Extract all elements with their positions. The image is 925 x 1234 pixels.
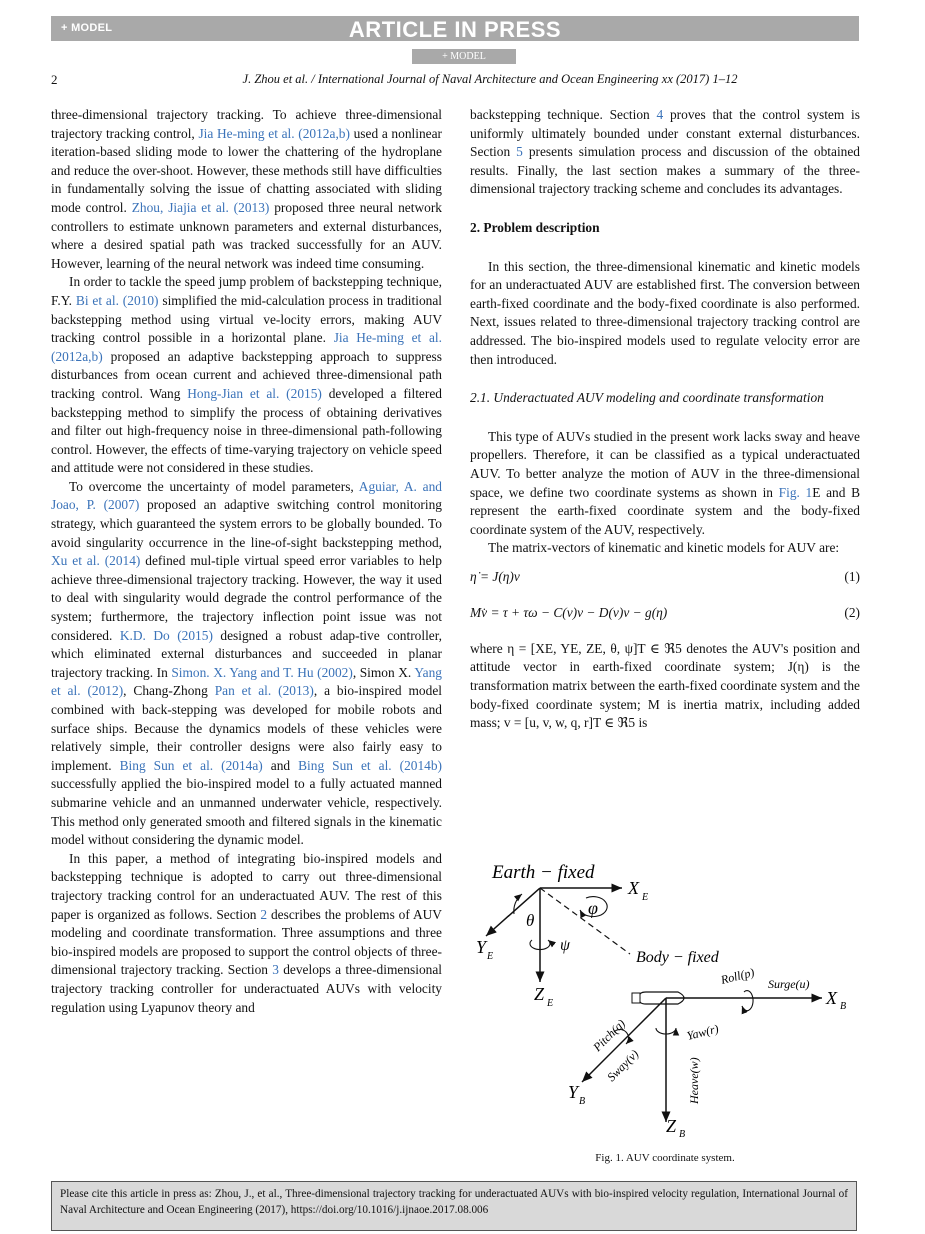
text: To overcome the uncertainty of model parameters, [69, 478, 359, 494]
subsection-heading: 2.1. Underactuated AUV modeling and coordinate transformation [470, 390, 824, 406]
roll-label: Roll(p) [719, 965, 756, 987]
surge-label: Surge(u) [768, 977, 810, 991]
text: three-dimensional trajectory tracking. To achieve three-dimensional trajectory tracking control, [51, 107, 442, 141]
paragraph [51, 478, 442, 850]
running-head: J. Zhou et al. / International Journal of Naval Architecture and Ocean Engineering xx (2017) 1–12 [242, 72, 738, 86]
right-column [470, 106, 860, 733]
figure-caption: Fig. 1. AUV coordinate system. [595, 1152, 735, 1164]
section-link[interactable]: 4 [656, 107, 664, 122]
zb-subscript: B [679, 1129, 686, 1140]
xe-label: X [628, 878, 639, 898]
text: , Chang-Zhong [123, 683, 215, 699]
text: This type of AUVs studied in the present work lacks sway and heave propellers. Therefore, it can be classified as a typical underactuated AUV. To better analyze the motion of AUV in the three-dimensional space, we define two coordinate systems as shown in [470, 428, 860, 500]
page-number: 2 [51, 72, 58, 87]
text: backstepping technique. Section [470, 107, 657, 122]
equation-2 [470, 604, 860, 624]
sway-label: Sway(v) [604, 1046, 642, 1085]
dashed-link [540, 888, 630, 954]
reference-link[interactable]: K.D. Do (2015) [119, 627, 213, 643]
roll-rotation-arrow [742, 991, 753, 1011]
xe-subscript: E [642, 892, 649, 903]
article-in-press-label: ARTICLE IN PRESS [348, 17, 562, 42]
text: successfully applied the bio-inspired model to a fully actuated manned submarine vehicle and an unmanned underwater vehicle, respectively. This method only generated smooth and filtered signals in the kinematic model without considering the dynamic model. [51, 776, 442, 848]
left-column [51, 106, 442, 1017]
ze-subscript: E [547, 998, 554, 1009]
text: E and B represent the earth-fixed coordinate system and the body-fixed coordinate system of the AUV, respectively. [470, 484, 861, 537]
pitch-label: Pitch(q) [590, 1016, 628, 1055]
paragraph: The matrix-vectors of kinematic and kinetic models for AUV are: [488, 540, 840, 556]
paragraph [51, 273, 442, 478]
text: defined mul-tiple virtual speed error variables to help achieve three-dimensional trajectory tracking. However, the way it used to deal with singularity would degrade the control performance of the system; furthermore, the trajectory inflection point issue was not considered. [51, 553, 442, 643]
equation-number: (1) [844, 568, 860, 584]
psi-label: ψ [560, 937, 570, 954]
paragraph [470, 106, 860, 199]
reference-link[interactable]: Aguiar, A. and Joao, P. (2007) [51, 478, 442, 513]
reference-link[interactable]: Bing Sun et al. (2014a) [119, 757, 263, 773]
earth-fixed-label: Earth − fixed [492, 862, 595, 883]
body-fixed-frame [568, 949, 846, 1140]
section-link[interactable]: 2 [260, 906, 268, 922]
zb-label: Z [666, 1116, 677, 1136]
reference-link[interactable]: Pan et al. (2013) [214, 683, 314, 699]
xb-subscript: B [840, 1001, 847, 1012]
paragraph: where η = [XE, YE, ZE, θ, ψ]T ∈ ℜ5 denotes the AUV's position and attitude vector in earth-fixed coordinate system; J(η) is the transformation matrix between the earth-fixed coordinate system and the body-fixed coordinate system; M is inertia matrix, including added mass; v = [u, v, w, q, r]T ∈ ℜ5 is [470, 640, 860, 731]
reference-link[interactable]: Zhou, Jiajia et al. (2013) [131, 199, 270, 215]
reference-link[interactable]: Yang et al. (2012) [51, 664, 442, 699]
phi-label: φ [588, 898, 598, 918]
equation-1 [470, 568, 860, 588]
section-heading: 2. Problem description [470, 219, 600, 235]
text: proposed three neural network controllers to estimate unknown parameters and external disturbances, where a desired spatial path was tracked successfully for an AUV. However, learning of the neural network was indeed time consuming. [51, 199, 442, 271]
paragraph [51, 106, 442, 273]
reference-link[interactable]: Jia He-ming et al. (2012a,b) [198, 125, 350, 141]
equation-number: (2) [844, 604, 860, 620]
body-fixed-label: Body − fixed [636, 949, 719, 966]
text: used a nonlinear iteration-based sliding mode to lower the chattering of the hydroplane and reduce the over-shoot. However, these methods still have difficulties in fundamentally solving the issue of chatting associated with sliding mode control. [51, 125, 442, 215]
theta-label: θ [526, 911, 535, 930]
yb-label: Y [568, 1082, 579, 1102]
ye-subscript: E [487, 951, 494, 962]
text: In this paper, a method of integrating bio-inspired models and backstepping technique is adopted to carry out three-dimensional trajectory tracking control for an underactuated AUV. The rest of this paper is organized as follows. Section [51, 850, 442, 922]
section-link[interactable]: 5 [516, 144, 523, 160]
yb-subscript: B [579, 1096, 586, 1107]
yaw-label: Yaw(r) [685, 1021, 721, 1043]
reference-link[interactable]: Bing Sun et al. (2014b) [298, 757, 443, 773]
article-banner [51, 16, 859, 41]
text: describes the problems of AUV modeling and coordinate transformation. Three assumptions and three bio-inspired models are proposed to support the control objects of three-dimensional trajectory tracking. Section [51, 906, 442, 978]
reference-link[interactable]: Hong-Jian et al. (2015) [187, 385, 322, 401]
text: develops a three-dimensional trajectory tracking controller for underactuated AUVs with velocity regulation using Lyapunov theory and [51, 962, 442, 1015]
text: presents simulation process and discussion of the obtained results. Finally, the last section makes a summary of the three-dimensional trajectory tracking scheme and concludes its advantages. [470, 144, 860, 197]
reference-link[interactable]: Bi et al. (2010) [75, 292, 159, 308]
figure-link[interactable]: Fig. 1 [778, 484, 813, 500]
text: , a bio-inspired model combined with back-stepping was developed for mobile robots and surface ships. Because the dynamics models of these vehicles were relatively simple, their controller designs were also fairly easy to implement. [51, 683, 442, 773]
section-link[interactable]: 3 [272, 962, 279, 978]
model-tag: + MODEL [61, 22, 113, 34]
auv-coordinate-figure [470, 856, 860, 1146]
ye-label: Y [476, 937, 487, 957]
equation-body: Mv̇ = τ + τω − C(v)v − D(v)v − g(η) [470, 604, 668, 620]
text: In order to tackle the speed jump problem of backstepping technique, F.Y. [51, 274, 442, 308]
auv-propeller [632, 993, 640, 1003]
paragraph: In this section, the three-dimensional kinematic and kinetic models for an underactuated AUV are established first. The conversion between earth-fixed coordinate and the body-fixed coordinate is also performed. Next, issues related to three-dimensional trajectory tracking control are addressed. The bio-inspired models used to regulate velocity error are then introduced. [470, 258, 860, 367]
text: developed a filtered backstepping method to simplify the process of obtaining derivatives and filter out high-frequency noise in three-dimensional path-following control. However, the effects of time-varying trajectory on vehicle speed and attitude were not considered in these studies. [51, 385, 442, 476]
heave-label: Heave(w) [687, 1057, 701, 1104]
text: and [262, 757, 299, 773]
text: , Simon X. [352, 664, 415, 680]
paragraph [470, 428, 860, 540]
paragraph [51, 850, 442, 1017]
reference-link[interactable]: Simon. X. Yang and T. Hu (2002) [171, 664, 353, 680]
text: designed a robust adap-tive controller, which eliminated external disturbances and succeeded in planar trajectory tracking. In [51, 627, 443, 680]
text: proposed an adaptive backstepping approach to suppress disturbances from ocean current and achieved three-dimensional path tracking control. Wang [51, 348, 442, 401]
text: simplified the mid-calculation process in traditional backstepping method using virtual ve-locity errors, making AUV tracking control possible in a horizontal plane. [51, 292, 442, 346]
model-small-tag: + MODEL [412, 49, 516, 64]
reference-link[interactable]: Xu et al. (2014) [51, 553, 141, 569]
citation-box: Please cite this article in press as: Zhou, J., et al., Three-dimensional trajectory tracking for underactuated AUVs with bio-inspired velocity regulation, International Journal of Naval Architecture and Ocean Engineering (2017), https://doi.org/10.1016/j.ijnaoe.2017.08.006 [51, 1181, 857, 1231]
reference-link[interactable]: Jia He-ming et al. (2012a,b) [51, 330, 442, 364]
xb-label: X [826, 988, 837, 1008]
text: proposed an adaptive switching control monitoring strategy, which guaranteed the system errors to be globally bounded. To avoid singularity occurrence in the line-of-sight backstepping method, [51, 497, 442, 550]
text: proves that the control system is uniformly ultimately bounded under constant external disturbances. Section [470, 107, 860, 160]
earth-fixed-frame [476, 862, 648, 1009]
ze-label: Z [534, 984, 545, 1004]
equation-body: η̇ = J(η)v [470, 568, 520, 584]
